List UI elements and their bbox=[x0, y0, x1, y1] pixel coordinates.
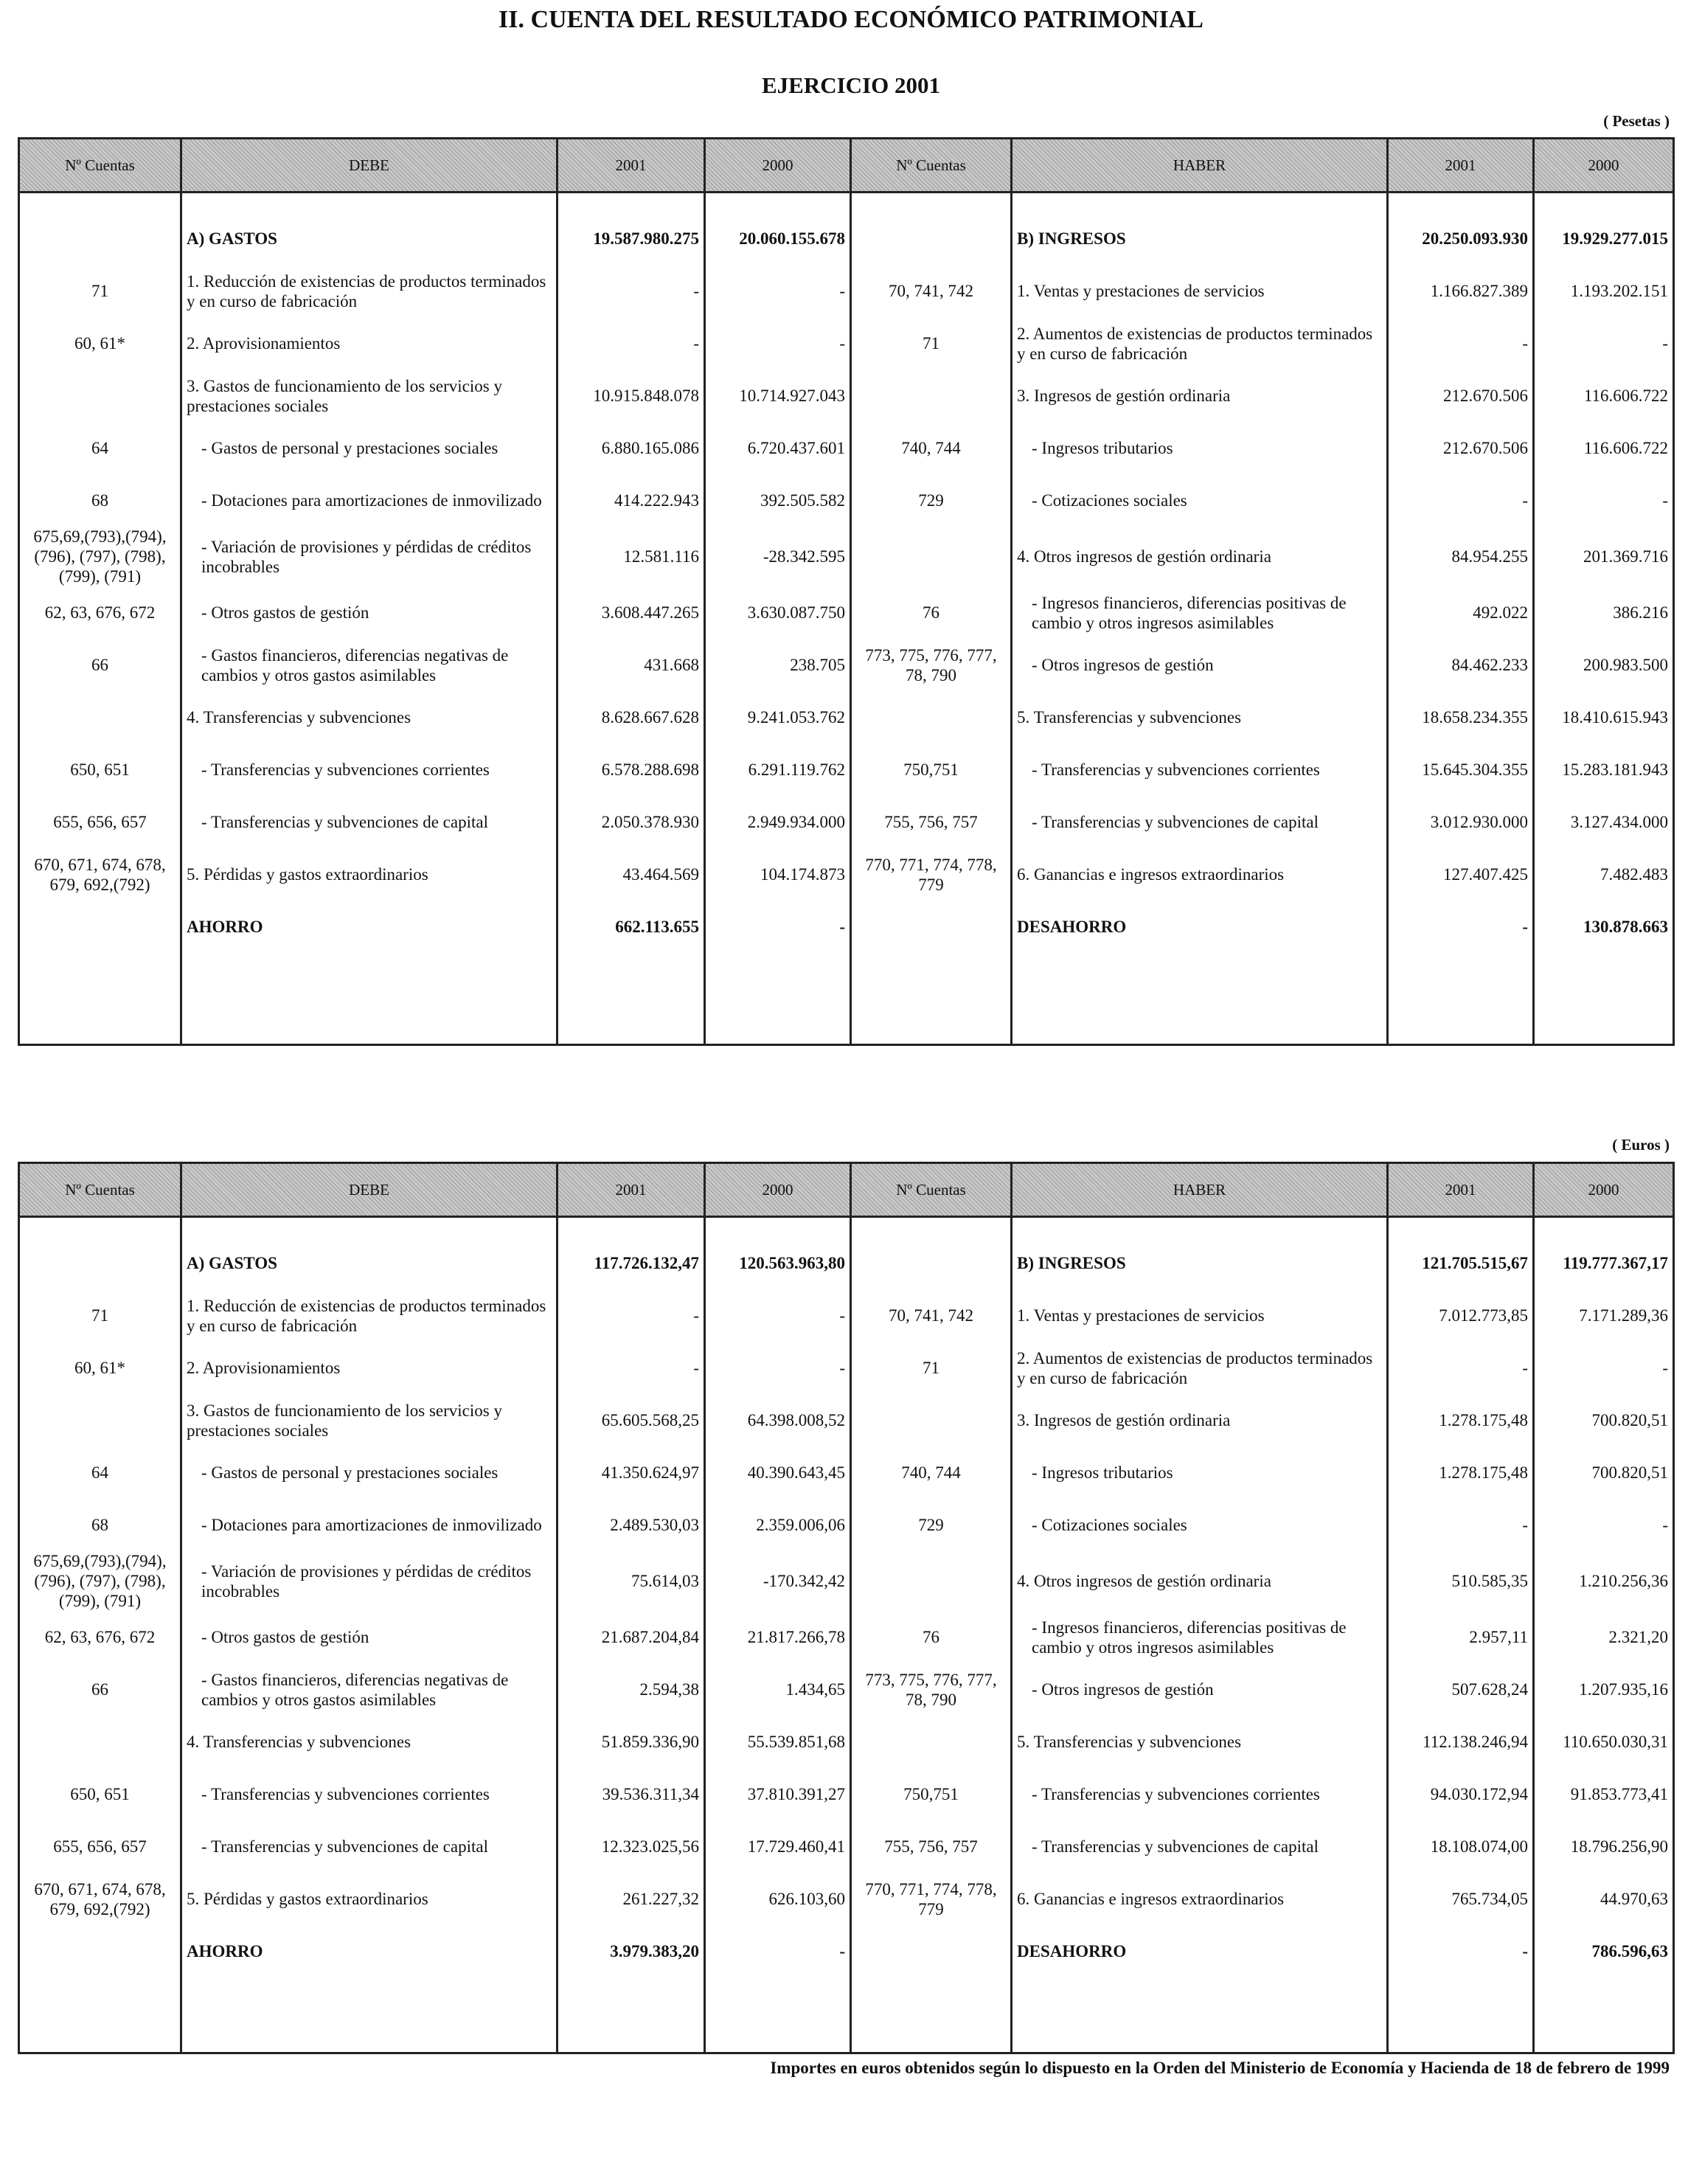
debe-concept: - Otros gastos de gestión bbox=[181, 586, 558, 639]
haber-amount-2000: - bbox=[1534, 1499, 1674, 1551]
debe-concept: - Gastos financieros, diferencias negativas de cambios y otros gastos asimilables bbox=[181, 1663, 558, 1716]
haber-concept: - Transferencias y subvenciones de capital bbox=[1012, 1820, 1388, 1873]
haber-amount-2000: 44.970,63 bbox=[1534, 1873, 1674, 1925]
haber-amount-2000: 3.127.434.000 bbox=[1534, 796, 1674, 848]
debe-amount-2000: -170.342,42 bbox=[705, 1551, 851, 1611]
debe-amount-2000: 20.060.155.678 bbox=[705, 212, 851, 265]
account-codes-debe: 64 bbox=[19, 1446, 181, 1499]
debe-amount-2001: 261.227,32 bbox=[558, 1873, 705, 1925]
debe-amount-2000: 2.359.006,06 bbox=[705, 1499, 851, 1551]
account-codes-haber bbox=[851, 1551, 1012, 1611]
account-codes-haber: 740, 744 bbox=[851, 422, 1012, 474]
haber-concept: 3. Ingresos de gestión ordinaria bbox=[1012, 1394, 1388, 1446]
debe-amount-2001: 12.581.116 bbox=[558, 527, 705, 586]
table-row bbox=[19, 1394, 1674, 1446]
debe-concept: - Transferencias y subvenciones corrientes bbox=[181, 1768, 558, 1820]
haber-amount-2001: 212.670.506 bbox=[1388, 370, 1534, 422]
haber-concept: - Ingresos financieros, diferencias positivas de cambio y otros ingresos asimilables bbox=[1012, 1611, 1388, 1663]
debe-amount-2000: 2.949.934.000 bbox=[705, 796, 851, 848]
header-haber-2000: 2000 bbox=[1534, 1163, 1674, 1217]
table-row bbox=[19, 265, 1674, 317]
account-codes-haber bbox=[851, 1716, 1012, 1768]
debe-amount-2000: 21.817.266,78 bbox=[705, 1611, 851, 1663]
account-codes-debe bbox=[19, 901, 181, 953]
account-codes-haber: 773, 775, 776, 777, 78, 790 bbox=[851, 1663, 1012, 1716]
debe-concept: - Variación de provisiones y pérdidas de créditos incobrables bbox=[181, 527, 558, 586]
account-codes-debe: 60, 61* bbox=[19, 1342, 181, 1394]
table-row bbox=[19, 1551, 1674, 1611]
haber-amount-2000: 18.796.256,90 bbox=[1534, 1820, 1674, 1873]
header-debe: DEBE bbox=[181, 1163, 558, 1217]
haber-amount-2001: 492.022 bbox=[1388, 586, 1534, 639]
table-row bbox=[19, 527, 1674, 586]
haber-concept: DESAHORRO bbox=[1012, 1925, 1388, 1977]
haber-concept: - Ingresos tributarios bbox=[1012, 1446, 1388, 1499]
debe-concept: 1. Reducción de existencias de productos terminados y en curso de fabricación bbox=[181, 265, 558, 317]
debe-concept: - Gastos de personal y prestaciones sociales bbox=[181, 422, 558, 474]
account-codes-haber: 755, 756, 757 bbox=[851, 796, 1012, 848]
debe-amount-2000: 3.630.087.750 bbox=[705, 586, 851, 639]
debe-amount-2001: - bbox=[558, 317, 705, 370]
haber-amount-2001: 18.658.234.355 bbox=[1388, 691, 1534, 743]
account-codes-debe bbox=[19, 212, 181, 265]
haber-concept: 3. Ingresos de gestión ordinaria bbox=[1012, 370, 1388, 422]
debe-amount-2000: - bbox=[705, 901, 851, 953]
account-codes-haber: 773, 775, 776, 777, 78, 790 bbox=[851, 639, 1012, 691]
haber-concept: 1. Ventas y prestaciones de servicios bbox=[1012, 1289, 1388, 1342]
debe-amount-2001: 2.594,38 bbox=[558, 1663, 705, 1716]
table-row bbox=[19, 1663, 1674, 1716]
debe-amount-2001: 19.587.980.275 bbox=[558, 212, 705, 265]
debe-amount-2000: - bbox=[705, 317, 851, 370]
account-codes-haber: 76 bbox=[851, 586, 1012, 639]
debe-concept: 2. Aprovisionamientos bbox=[181, 317, 558, 370]
haber-amount-2000: 201.369.716 bbox=[1534, 527, 1674, 586]
haber-concept: - Ingresos financieros, diferencias positivas de cambio y otros ingresos asimilables bbox=[1012, 586, 1388, 639]
table-row bbox=[19, 848, 1674, 901]
haber-amount-2000: 18.410.615.943 bbox=[1534, 691, 1674, 743]
debe-amount-2001: 662.113.655 bbox=[558, 901, 705, 953]
haber-amount-2000: 110.650.030,31 bbox=[1534, 1716, 1674, 1768]
debe-amount-2001: 414.222.943 bbox=[558, 474, 705, 527]
haber-amount-2000: 1.210.256,36 bbox=[1534, 1551, 1674, 1611]
haber-amount-2001: 1.278.175,48 bbox=[1388, 1394, 1534, 1446]
haber-amount-2000: 19.929.277.015 bbox=[1534, 212, 1674, 265]
debe-amount-2001: 3.979.383,20 bbox=[558, 1925, 705, 1977]
account-codes-debe: 670, 671, 674, 678, 679, 692,(792) bbox=[19, 848, 181, 901]
account-codes-haber: 76 bbox=[851, 1611, 1012, 1663]
haber-amount-2001: 127.407.425 bbox=[1388, 848, 1534, 901]
account-codes-haber bbox=[851, 370, 1012, 422]
debe-concept: - Dotaciones para amortizaciones de inmovilizado bbox=[181, 1499, 558, 1551]
account-codes-haber bbox=[851, 527, 1012, 586]
haber-amount-2001: 3.012.930.000 bbox=[1388, 796, 1534, 848]
debe-concept: 4. Transferencias y subvenciones bbox=[181, 1716, 558, 1768]
debe-amount-2000: 37.810.391,27 bbox=[705, 1768, 851, 1820]
debe-concept: A) GASTOS bbox=[181, 1237, 558, 1289]
account-codes-debe: 62, 63, 676, 672 bbox=[19, 586, 181, 639]
account-codes-debe: 66 bbox=[19, 639, 181, 691]
haber-amount-2000: 1.207.935,16 bbox=[1534, 1663, 1674, 1716]
debe-amount-2000: 6.291.119.762 bbox=[705, 743, 851, 796]
haber-concept: - Ingresos tributarios bbox=[1012, 422, 1388, 474]
header-debe-2000: 2000 bbox=[705, 139, 851, 193]
debe-amount-2000: 626.103,60 bbox=[705, 1873, 851, 1925]
debe-concept: AHORRO bbox=[181, 1925, 558, 1977]
account-codes-debe: 675,69,(793),(794), (796), (797), (798), (799), (791) bbox=[19, 527, 181, 586]
haber-amount-2000: - bbox=[1534, 1342, 1674, 1394]
table-row bbox=[19, 1611, 1674, 1663]
header-cuentas-debe: Nº Cuentas bbox=[19, 1163, 181, 1217]
account-codes-haber bbox=[851, 691, 1012, 743]
debe-amount-2000: 17.729.460,41 bbox=[705, 1820, 851, 1873]
haber-amount-2000: 7.171.289,36 bbox=[1534, 1289, 1674, 1342]
debe-concept: 5. Pérdidas y gastos extraordinarios bbox=[181, 1873, 558, 1925]
table-row bbox=[19, 743, 1674, 796]
table-row bbox=[19, 474, 1674, 527]
haber-amount-2000: - bbox=[1534, 474, 1674, 527]
table-row bbox=[19, 639, 1674, 691]
haber-amount-2001: 94.030.172,94 bbox=[1388, 1768, 1534, 1820]
haber-amount-2001: - bbox=[1388, 1925, 1534, 1977]
account-codes-haber: 770, 771, 774, 778, 779 bbox=[851, 848, 1012, 901]
account-codes-debe: 650, 651 bbox=[19, 743, 181, 796]
table-row bbox=[19, 1289, 1674, 1342]
table-row bbox=[19, 691, 1674, 743]
debe-concept: - Variación de provisiones y pérdidas de créditos incobrables bbox=[181, 1551, 558, 1611]
haber-amount-2001: 20.250.093.930 bbox=[1388, 212, 1534, 265]
table-row bbox=[19, 1499, 1674, 1551]
debe-amount-2001: 431.668 bbox=[558, 639, 705, 691]
debe-amount-2001: 39.536.311,34 bbox=[558, 1768, 705, 1820]
debe-amount-2001: 6.578.288.698 bbox=[558, 743, 705, 796]
account-codes-debe: 655, 656, 657 bbox=[19, 1820, 181, 1873]
document-title: II. CUENTA DEL RESULTADO ECONÓMICO PATRIMONIAL bbox=[499, 6, 1203, 33]
account-codes-haber bbox=[851, 1394, 1012, 1446]
header-debe-2001: 2001 bbox=[558, 1163, 705, 1217]
header-haber-2001: 2001 bbox=[1388, 139, 1534, 193]
haber-amount-2001: 510.585,35 bbox=[1388, 1551, 1534, 1611]
account-codes-debe: 71 bbox=[19, 1289, 181, 1342]
table-row bbox=[19, 1342, 1674, 1394]
haber-amount-2001: 765.734,05 bbox=[1388, 1873, 1534, 1925]
account-codes-debe: 655, 656, 657 bbox=[19, 796, 181, 848]
haber-amount-2001: - bbox=[1388, 1499, 1534, 1551]
account-codes-debe: 60, 61* bbox=[19, 317, 181, 370]
table-header-row bbox=[19, 1163, 1674, 1217]
haber-amount-2001: 121.705.515,67 bbox=[1388, 1237, 1534, 1289]
account-codes-debe: 66 bbox=[19, 1663, 181, 1716]
haber-amount-2000: 2.321,20 bbox=[1534, 1611, 1674, 1663]
account-codes-haber: 750,751 bbox=[851, 743, 1012, 796]
table-row bbox=[19, 1237, 1674, 1289]
debe-concept: 3. Gastos de funcionamiento de los servicios y prestaciones sociales bbox=[181, 1394, 558, 1446]
haber-concept: - Cotizaciones sociales bbox=[1012, 1499, 1388, 1551]
haber-amount-2001: 1.278.175,48 bbox=[1388, 1446, 1534, 1499]
account-codes-haber: 70, 741, 742 bbox=[851, 1289, 1012, 1342]
haber-amount-2001: - bbox=[1388, 474, 1534, 527]
debe-amount-2001: 2.050.378.930 bbox=[558, 796, 705, 848]
account-codes-haber: 729 bbox=[851, 1499, 1012, 1551]
table-row bbox=[19, 1873, 1674, 1925]
debe-amount-2000: 10.714.927.043 bbox=[705, 370, 851, 422]
account-codes-debe: 62, 63, 676, 672 bbox=[19, 1611, 181, 1663]
account-codes-haber bbox=[851, 1925, 1012, 1977]
header-cuentas-haber: Nº Cuentas bbox=[851, 139, 1012, 193]
fiscal-year-subtitle: EJERCICIO 2001 bbox=[761, 72, 940, 98]
account-codes-haber bbox=[851, 901, 1012, 953]
haber-amount-2000: 700.820,51 bbox=[1534, 1394, 1674, 1446]
haber-concept: DESAHORRO bbox=[1012, 901, 1388, 953]
table-row bbox=[19, 370, 1674, 422]
debe-concept: AHORRO bbox=[181, 901, 558, 953]
haber-concept: 4. Otros ingresos de gestión ordinaria bbox=[1012, 527, 1388, 586]
table-header-row bbox=[19, 139, 1674, 193]
table-row bbox=[19, 586, 1674, 639]
account-codes-debe: 650, 651 bbox=[19, 1768, 181, 1820]
debe-amount-2001: - bbox=[558, 265, 705, 317]
debe-concept: - Otros gastos de gestión bbox=[181, 1611, 558, 1663]
haber-concept: B) INGRESOS bbox=[1012, 1237, 1388, 1289]
haber-amount-2000: 200.983.500 bbox=[1534, 639, 1674, 691]
haber-concept: - Transferencias y subvenciones corrientes bbox=[1012, 1768, 1388, 1820]
debe-amount-2000: 40.390.643,45 bbox=[705, 1446, 851, 1499]
haber-amount-2000: 116.606.722 bbox=[1534, 370, 1674, 422]
debe-concept: - Dotaciones para amortizaciones de inmovilizado bbox=[181, 474, 558, 527]
debe-amount-2001: 75.614,03 bbox=[558, 1551, 705, 1611]
haber-amount-2001: - bbox=[1388, 901, 1534, 953]
debe-amount-2000: - bbox=[705, 1925, 851, 1977]
debe-amount-2000: 238.705 bbox=[705, 639, 851, 691]
debe-concept: 2. Aprovisionamientos bbox=[181, 1342, 558, 1394]
account-codes-debe: 68 bbox=[19, 474, 181, 527]
debe-amount-2000: - bbox=[705, 1289, 851, 1342]
haber-amount-2000: 386.216 bbox=[1534, 586, 1674, 639]
account-codes-debe bbox=[19, 1237, 181, 1289]
haber-amount-2001: 507.628,24 bbox=[1388, 1663, 1534, 1716]
table-row bbox=[19, 1820, 1674, 1873]
table-row bbox=[19, 1716, 1674, 1768]
header-debe: DEBE bbox=[181, 139, 558, 193]
debe-amount-2000: - bbox=[705, 265, 851, 317]
debe-concept: - Gastos de personal y prestaciones sociales bbox=[181, 1446, 558, 1499]
haber-amount-2000: 786.596,63 bbox=[1534, 1925, 1674, 1977]
table-row bbox=[19, 796, 1674, 848]
debe-concept: - Transferencias y subvenciones de capital bbox=[181, 1820, 558, 1873]
debe-amount-2000: 55.539.851,68 bbox=[705, 1716, 851, 1768]
account-codes-haber: 71 bbox=[851, 1342, 1012, 1394]
haber-concept: - Transferencias y subvenciones de capital bbox=[1012, 796, 1388, 848]
debe-amount-2001: 41.350.624,97 bbox=[558, 1446, 705, 1499]
haber-amount-2001: 112.138.246,94 bbox=[1388, 1716, 1534, 1768]
debe-concept: 1. Reducción de existencias de productos terminados y en curso de fabricación bbox=[181, 1289, 558, 1342]
haber-amount-2001: 84.462.233 bbox=[1388, 639, 1534, 691]
euros-table bbox=[18, 1162, 1675, 2054]
haber-amount-2001: 15.645.304.355 bbox=[1388, 743, 1534, 796]
debe-amount-2001: 3.608.447.265 bbox=[558, 586, 705, 639]
header-haber: HABER bbox=[1012, 139, 1388, 193]
header-debe-2001: 2001 bbox=[558, 139, 705, 193]
haber-concept: - Otros ingresos de gestión bbox=[1012, 1663, 1388, 1716]
account-codes-debe bbox=[19, 370, 181, 422]
haber-amount-2001: - bbox=[1388, 1342, 1534, 1394]
haber-concept: 1. Ventas y prestaciones de servicios bbox=[1012, 265, 1388, 317]
haber-amount-2001: 212.670.506 bbox=[1388, 422, 1534, 474]
debe-amount-2001: 43.464.569 bbox=[558, 848, 705, 901]
debe-amount-2001: 12.323.025,56 bbox=[558, 1820, 705, 1873]
haber-concept: 4. Otros ingresos de gestión ordinaria bbox=[1012, 1551, 1388, 1611]
account-codes-haber: 740, 744 bbox=[851, 1446, 1012, 1499]
account-codes-haber: 71 bbox=[851, 317, 1012, 370]
haber-amount-2000: 130.878.663 bbox=[1534, 901, 1674, 953]
debe-concept: 4. Transferencias y subvenciones bbox=[181, 691, 558, 743]
account-codes-haber bbox=[851, 212, 1012, 265]
debe-amount-2000: - bbox=[705, 1342, 851, 1394]
account-codes-debe: 675,69,(793),(794), (796), (797), (798), (799), (791) bbox=[19, 1551, 181, 1611]
haber-concept: 2. Aumentos de existencias de productos terminados y en curso de fabricación bbox=[1012, 317, 1388, 370]
haber-amount-2001: 18.108.074,00 bbox=[1388, 1820, 1534, 1873]
account-codes-debe: 64 bbox=[19, 422, 181, 474]
footnote: Importes en euros obtenidos según lo dispuesto en la Orden del Ministerio de Economía y Hacienda de 18 de febrero de 1999 bbox=[770, 2059, 1670, 2077]
haber-concept: - Cotizaciones sociales bbox=[1012, 474, 1388, 527]
table-row bbox=[19, 901, 1674, 953]
table-row bbox=[19, 1925, 1674, 1977]
haber-concept: 6. Ganancias e ingresos extraordinarios bbox=[1012, 1873, 1388, 1925]
haber-concept: - Otros ingresos de gestión bbox=[1012, 639, 1388, 691]
account-codes-debe: 670, 671, 674, 678, 679, 692,(792) bbox=[19, 1873, 181, 1925]
debe-amount-2001: - bbox=[558, 1342, 705, 1394]
account-codes-haber: 70, 741, 742 bbox=[851, 265, 1012, 317]
haber-amount-2000: 15.283.181.943 bbox=[1534, 743, 1674, 796]
debe-amount-2001: 117.726.132,47 bbox=[558, 1237, 705, 1289]
account-codes-debe bbox=[19, 691, 181, 743]
haber-amount-2001: 7.012.773,85 bbox=[1388, 1289, 1534, 1342]
haber-concept: B) INGRESOS bbox=[1012, 212, 1388, 265]
debe-amount-2000: -28.342.595 bbox=[705, 527, 851, 586]
haber-amount-2000: 7.482.483 bbox=[1534, 848, 1674, 901]
currency-unit-euros: ( Euros ) bbox=[1612, 1136, 1670, 1154]
debe-amount-2001: 21.687.204,84 bbox=[558, 1611, 705, 1663]
haber-amount-2001: 1.166.827.389 bbox=[1388, 265, 1534, 317]
haber-amount-2000: 119.777.367,17 bbox=[1534, 1237, 1674, 1289]
account-codes-debe: 68 bbox=[19, 1499, 181, 1551]
debe-amount-2000: 392.505.582 bbox=[705, 474, 851, 527]
haber-amount-2000: 1.193.202.151 bbox=[1534, 265, 1674, 317]
haber-amount-2001: 84.954.255 bbox=[1388, 527, 1534, 586]
table-row bbox=[19, 1446, 1674, 1499]
haber-concept: 5. Transferencias y subvenciones bbox=[1012, 691, 1388, 743]
debe-concept: 3. Gastos de funcionamiento de los servicios y prestaciones sociales bbox=[181, 370, 558, 422]
haber-amount-2000: - bbox=[1534, 317, 1674, 370]
haber-concept: 5. Transferencias y subvenciones bbox=[1012, 1716, 1388, 1768]
debe-amount-2000: 104.174.873 bbox=[705, 848, 851, 901]
account-codes-debe bbox=[19, 1925, 181, 1977]
header-haber: HABER bbox=[1012, 1163, 1388, 1217]
debe-amount-2000: 64.398.008,52 bbox=[705, 1394, 851, 1446]
haber-concept: 2. Aumentos de existencias de productos terminados y en curso de fabricación bbox=[1012, 1342, 1388, 1394]
debe-concept: A) GASTOS bbox=[181, 212, 558, 265]
haber-amount-2001: - bbox=[1388, 317, 1534, 370]
account-codes-debe: 71 bbox=[19, 265, 181, 317]
debe-concept: - Gastos financieros, diferencias negativas de cambios y otros gastos asimilables bbox=[181, 639, 558, 691]
table-row bbox=[19, 422, 1674, 474]
haber-concept: 6. Ganancias e ingresos extraordinarios bbox=[1012, 848, 1388, 901]
debe-amount-2000: 6.720.437.601 bbox=[705, 422, 851, 474]
debe-amount-2001: 10.915.848.078 bbox=[558, 370, 705, 422]
haber-concept: - Transferencias y subvenciones corrientes bbox=[1012, 743, 1388, 796]
debe-amount-2001: 8.628.667.628 bbox=[558, 691, 705, 743]
debe-concept: - Transferencias y subvenciones corrientes bbox=[181, 743, 558, 796]
account-codes-debe bbox=[19, 1394, 181, 1446]
table-row bbox=[19, 1768, 1674, 1820]
haber-amount-2001: 2.957,11 bbox=[1388, 1611, 1534, 1663]
header-debe-2000: 2000 bbox=[705, 1163, 851, 1217]
debe-amount-2001: 65.605.568,25 bbox=[558, 1394, 705, 1446]
debe-amount-2001: 2.489.530,03 bbox=[558, 1499, 705, 1551]
table-row bbox=[19, 212, 1674, 265]
table-row bbox=[19, 317, 1674, 370]
account-codes-haber: 750,751 bbox=[851, 1768, 1012, 1820]
header-haber-2001: 2001 bbox=[1388, 1163, 1534, 1217]
account-codes-haber bbox=[851, 1237, 1012, 1289]
debe-concept: - Transferencias y subvenciones de capital bbox=[181, 796, 558, 848]
header-cuentas-debe: Nº Cuentas bbox=[19, 139, 181, 193]
debe-amount-2001: 51.859.336,90 bbox=[558, 1716, 705, 1768]
header-cuentas-haber: Nº Cuentas bbox=[851, 1163, 1012, 1217]
account-codes-debe bbox=[19, 1716, 181, 1768]
debe-amount-2000: 1.434,65 bbox=[705, 1663, 851, 1716]
haber-amount-2000: 91.853.773,41 bbox=[1534, 1768, 1674, 1820]
debe-amount-2000: 9.241.053.762 bbox=[705, 691, 851, 743]
account-codes-haber: 770, 771, 774, 778, 779 bbox=[851, 1873, 1012, 1925]
account-codes-haber: 755, 756, 757 bbox=[851, 1820, 1012, 1873]
debe-amount-2001: - bbox=[558, 1289, 705, 1342]
haber-amount-2000: 700.820,51 bbox=[1534, 1446, 1674, 1499]
account-codes-haber: 729 bbox=[851, 474, 1012, 527]
haber-amount-2000: 116.606.722 bbox=[1534, 422, 1674, 474]
pesetas-table bbox=[18, 137, 1675, 1046]
debe-amount-2000: 120.563.963,80 bbox=[705, 1237, 851, 1289]
debe-concept: 5. Pérdidas y gastos extraordinarios bbox=[181, 848, 558, 901]
currency-unit-pesetas: ( Pesetas ) bbox=[1603, 112, 1670, 130]
debe-amount-2001: 6.880.165.086 bbox=[558, 422, 705, 474]
header-haber-2000: 2000 bbox=[1534, 139, 1674, 193]
